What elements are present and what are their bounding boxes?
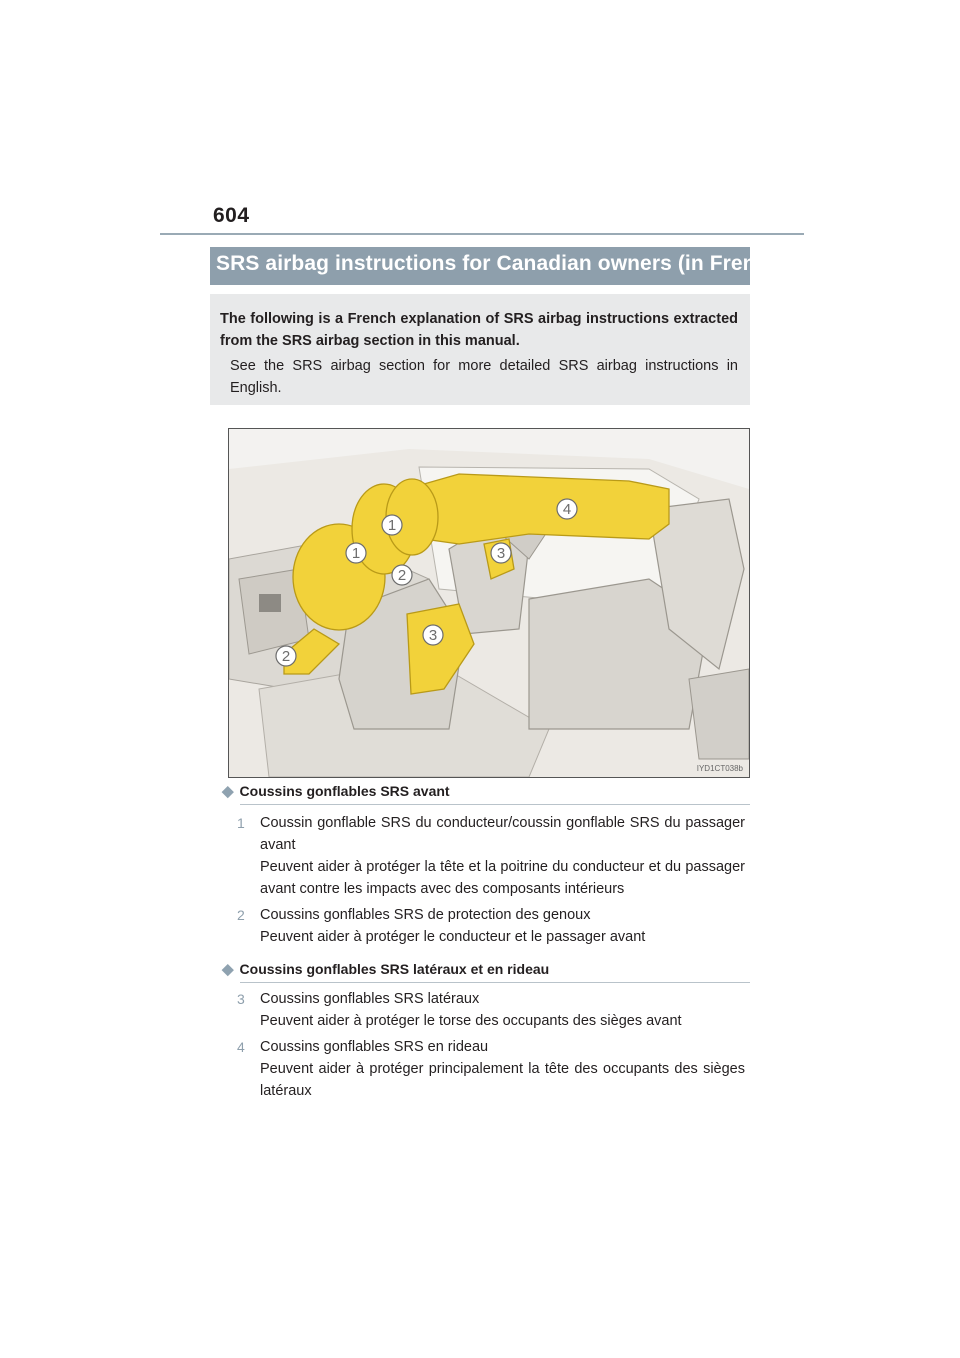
- page-number: 604: [213, 204, 250, 227]
- item-desc: Peuvent aider à protéger principalement la tête des occupants des sièges latéraux: [260, 1061, 745, 1099]
- item-number: 3: [237, 991, 245, 1007]
- intro-box: [210, 294, 750, 405]
- callout-label: 2: [397, 567, 407, 584]
- item-title: Coussins gonflables SRS latéraux: [260, 991, 480, 1007]
- item-knee-airbags: [260, 904, 745, 948]
- callout-label: 3: [496, 545, 506, 562]
- item-number: 1: [237, 815, 245, 831]
- callout-label: 2: [281, 648, 291, 665]
- item-title: Coussins gonflables SRS en rideau: [260, 1039, 489, 1055]
- item-front-airbags: [260, 812, 745, 900]
- callout-label: 1: [351, 545, 361, 562]
- intro-note-text: See the SRS airbag section for more detailed SRS airbag instructions in English.: [230, 358, 738, 396]
- item-title: Coussin gonflable SRS du conducteur/coussin gonflable SRS du passager avant: [260, 815, 745, 853]
- intro-bold-text: The following is a French explanation of SRS airbag instructions extracted from the SRS airbag section in this manual.: [220, 311, 738, 349]
- header-rule: [160, 233, 804, 235]
- page-title: SRS airbag instructions for Canadian owners (in French): [216, 252, 788, 275]
- item-number: 4: [237, 1039, 245, 1055]
- section-rule: [240, 804, 750, 805]
- section-rule: [240, 982, 750, 983]
- diamond-bullet-icon: ◆: [222, 783, 234, 800]
- diamond-bullet-icon: ◆: [222, 961, 234, 978]
- item-number: 2: [237, 907, 245, 923]
- section-heading-text: Coussins gonflables SRS avant: [239, 783, 450, 799]
- section-heading-side: [222, 960, 549, 978]
- item-desc: Peuvent aider à protéger la tête et la poitrine du conducteur et du passager avant contre les impacts avec des composants intérieurs: [260, 859, 745, 897]
- figure-code: IYD1CT038b: [696, 764, 743, 773]
- section-heading-text: Coussins gonflables SRS latéraux et en rideau: [239, 961, 550, 977]
- callout-label: 1: [387, 517, 397, 534]
- callout-label: 4: [562, 501, 572, 518]
- item-desc: Peuvent aider à protéger le torse des occupants des sièges avant: [260, 1013, 682, 1029]
- section-title-bar: [210, 247, 788, 285]
- vehicle-interior-drawing: [229, 429, 749, 777]
- callout-label: 3: [428, 627, 438, 644]
- section-heading-front: [222, 782, 450, 800]
- item-side-airbags: [260, 988, 745, 1032]
- item-curtain-airbags: [260, 1036, 745, 1102]
- item-desc: Peuvent aider à protéger le conducteur et le passager avant: [260, 929, 646, 945]
- airbag-illustration: [228, 428, 750, 778]
- item-title: Coussins gonflables SRS de protection des genoux: [260, 907, 591, 923]
